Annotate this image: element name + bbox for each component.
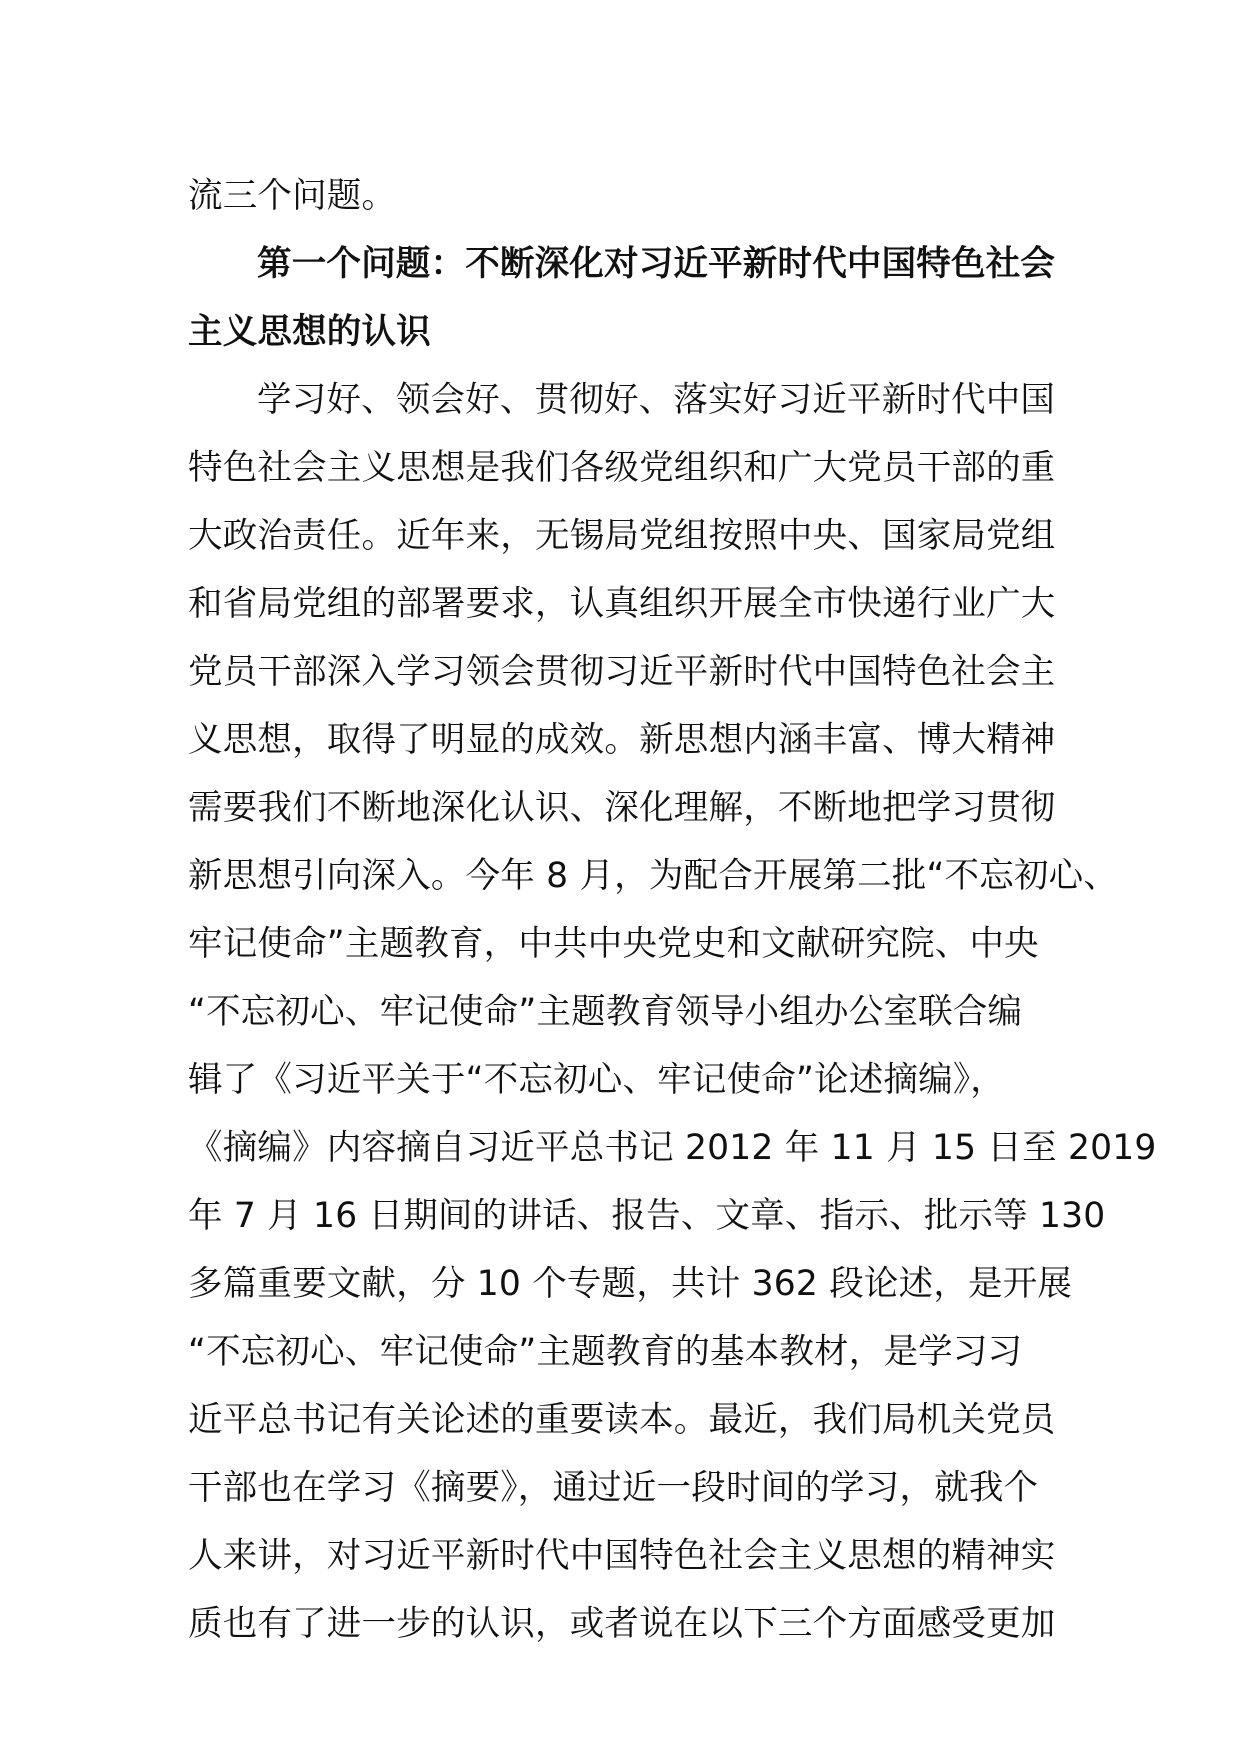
text-line: 《摘编》内容摘自习近平总书记 2012 年 11 月 15 日至 2019 (188, 1128, 1157, 1168)
text-line: 近平总书记有关论述的重要读本。最近，我们局机关党员 (188, 1400, 1056, 1440)
text-line: 牢记使命”主题教育，中共中央党史和文献研究院、中央 (188, 924, 1039, 964)
text-line: “不忘初心、牢记使命”主题教育的基本教材，是学习习 (188, 1332, 1023, 1372)
text-line: 和省局党组的部署要求，认真组织开展全市快递行业广大 (188, 584, 1056, 624)
text-line: “不忘初心、牢记使命”主题教育领导小组办公室联合编 (188, 992, 1023, 1032)
text-line: 年 7 月 16 日期间的讲话、报告、文章、指示、批示等 130 (188, 1196, 1106, 1236)
text-line: 质也有了进一步的认识，或者说在以下三个方面感受更加 (188, 1604, 1056, 1644)
paragraph-first-line: 学习好、领会好、贯彻好、落实好习近平新时代中国 (257, 380, 1056, 420)
text-line: 流三个问题。 (188, 176, 397, 216)
text-line: 义思想，取得了明显的成效。新思想内涵丰富、博大精神 (188, 720, 1056, 760)
text-line: 党员干部深入学习领会贯彻习近平新时代中国特色社会主 (188, 652, 1056, 692)
section-heading-line: 第一个问题：不断深化对习近平新时代中国特色社会 (257, 244, 1056, 284)
text-line: 人来讲，对习近平新时代中国特色社会主义思想的精神实 (188, 1536, 1056, 1576)
text-line: 多篇重要文献，分 10 个专题，共计 362 段论述，是开展 (188, 1264, 1073, 1304)
text-line: 需要我们不断地深化认识、深化理解，不断地把学习贯彻 (188, 788, 1056, 828)
text-line: 特色社会主义思想是我们各级党组织和广大党员干部的重 (188, 448, 1056, 488)
text-line: 新思想引向深入。今年 8 月，为配合开展第二批“不忘初心、 (188, 856, 1119, 896)
text-line: 大政治责任。近年来，无锡局党组按照中央、国家局党组 (188, 516, 1056, 556)
text-line: 辑了《习近平关于“不忘初心、牢记使命”论述摘编》， (188, 1060, 1005, 1100)
text-line: 干部也在学习《摘要》，通过近一段时间的学习，就我个 (188, 1468, 1039, 1508)
section-heading-line: 主义思想的认识 (188, 312, 431, 352)
